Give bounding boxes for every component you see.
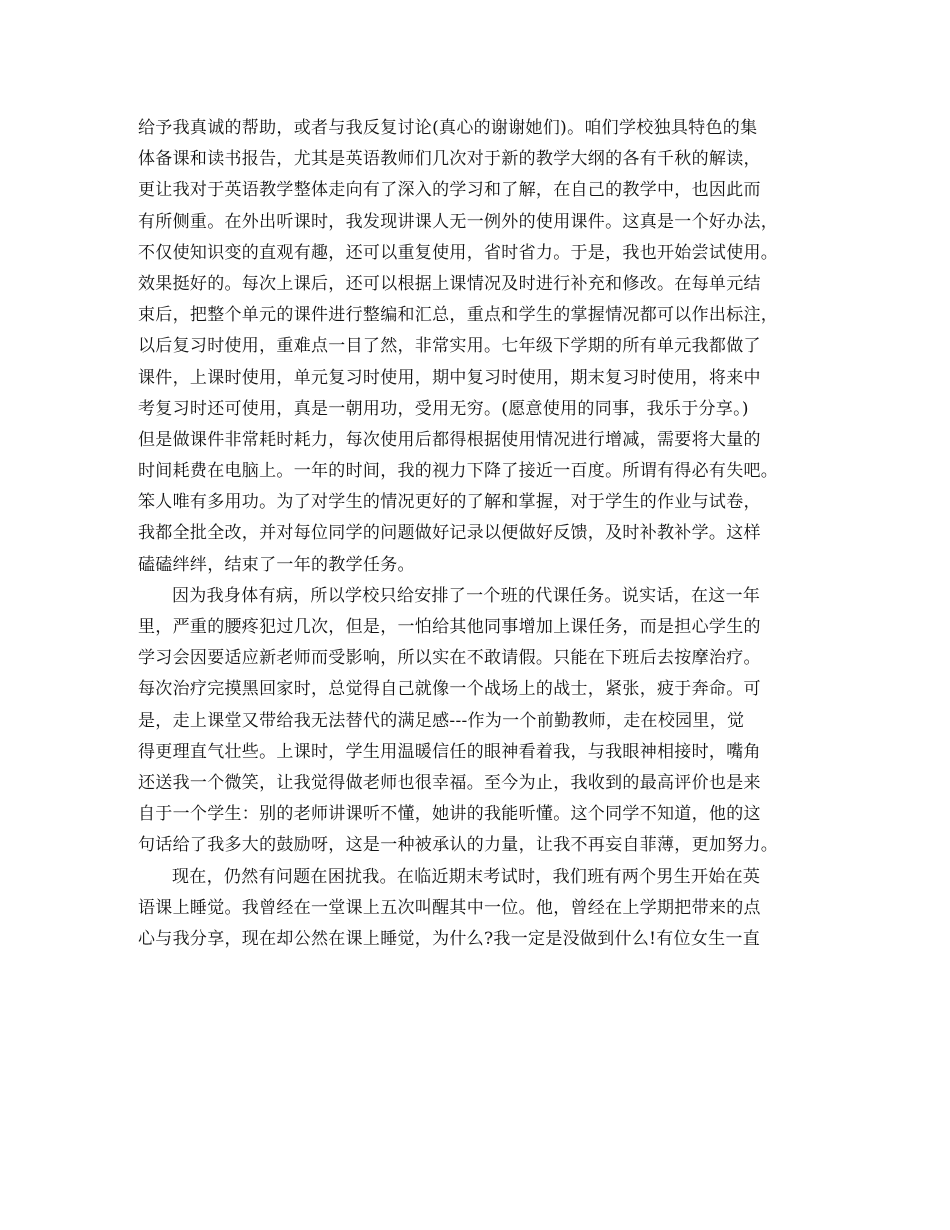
body-text (138, 113, 838, 955)
text-line: 课件，上课时使用，单元复习时使用，期中复习时使用，期末复习时使用，将来中 (138, 367, 761, 388)
text-line: 但是做课件非常耗时耗力，每次使用后都得根据使用情况进行增减，需要将大量的 (138, 429, 761, 450)
text-line: 给予我真诚的帮助，或者与我反复讨论(真心的谢谢她们)。咱们学校独具特色的集 (138, 118, 758, 138)
text-line: 我都全批全改，并对每位同学的问题做好记录以便做好反馈，及时补教补学。这样 (138, 523, 761, 544)
text-line: 是，走上课堂又带给我无法替代的满足感---作为一个前勤教师，走在校园里，觉 (138, 710, 745, 731)
text-line: 时间耗费在电脑上。一年的时间，我的视力下降了接近一百度。所谓有得必有失吧。 (138, 461, 779, 482)
text-line: 磕磕绊绊，结束了一年的教学任务。 (138, 554, 415, 575)
text-line: 更让我对于英语教学整体走向有了深入的学习和了解，在自己的教学中，也因此而 (138, 180, 761, 201)
text-line: 考复习时还可使用，真是一朝用功，受用无穷。(愿意使用的同事，我乐于分享。) (138, 398, 749, 419)
text-line: 里，严重的腰疼犯过几次，但是，一怕给其他同事增加上课任务，而是担心学生的 (138, 617, 761, 637)
text-line: 学习会因要适应新老师而受影响，所以实在不敢请假。只能在下班后去按摩治疗。 (138, 648, 761, 669)
text-line: 效果挺好的。每次上课后，还可以根据上课情况及时进行补充和修改。在每单元结 (138, 273, 761, 294)
paragraph-start-line: 因为我身体有病，所以学校只给安排了一个班的代课任务。说实话，在这一年 (172, 585, 761, 606)
text-line: 句话给了我多大的鼓励呀，这是一种被承认的力量，让我不再妄自菲薄，更加努力。 (138, 835, 779, 856)
text-line: 得更理直气壮些。上课时，学生用温暖信任的眼神看着我，与我眼神相接时，嘴角 (138, 741, 761, 762)
text-line: 还送我一个微笑，让我觉得做老师也很幸福。至今为止，我收到的最高评价也是来 (138, 772, 761, 793)
text-line: 每次治疗完摸黑回家时，总觉得自己就像一个战场上的战士，紧张，疲于奔命。可 (138, 679, 761, 700)
text-line: 自于一个学生：别的老师讲课听不懂，她讲的我能听懂。这个同学不知道，他的这 (138, 804, 761, 825)
text-line: 束后，把整个单元的课件进行整编和汇总，重点和学生的掌握情况都可以作出标注， (138, 305, 779, 326)
text-line: 以后复习时使用，重难点一目了然，非常实用。七年级下学期的所有单元我都做了 (138, 336, 761, 357)
text-line: 体备课和读书报告，尤其是英语教师们几次对于新的教学大纲的各有千秋的解读， (138, 149, 761, 170)
paragraph-start-line: 现在，仍然有问题在困扰我。在临近期末考试时，我们班有两个男生开始在英 (172, 866, 761, 887)
text-line: 有所侧重。在外出听课时，我发现讲课人无一例外的使用课件。这真是一个好办法， (138, 211, 779, 232)
text-line: 语课上睡觉。我曾经在一堂课上五次叫醒其中一位。他，曾经在上学期把带来的点 (138, 897, 761, 918)
text-line: 不仅使知识变的直观有趣，还可以重复使用，省时省力。于是，我也开始尝试使用。 (138, 242, 779, 263)
text-line: 心与我分享，现在却公然在课上睡觉，为什么?我一定是没做到什么!有位女生一直 (138, 928, 761, 949)
text-line: 笨人唯有多用功。为了对学生的情况更好的了解和掌握，对于学生的作业与试卷， (138, 492, 761, 513)
